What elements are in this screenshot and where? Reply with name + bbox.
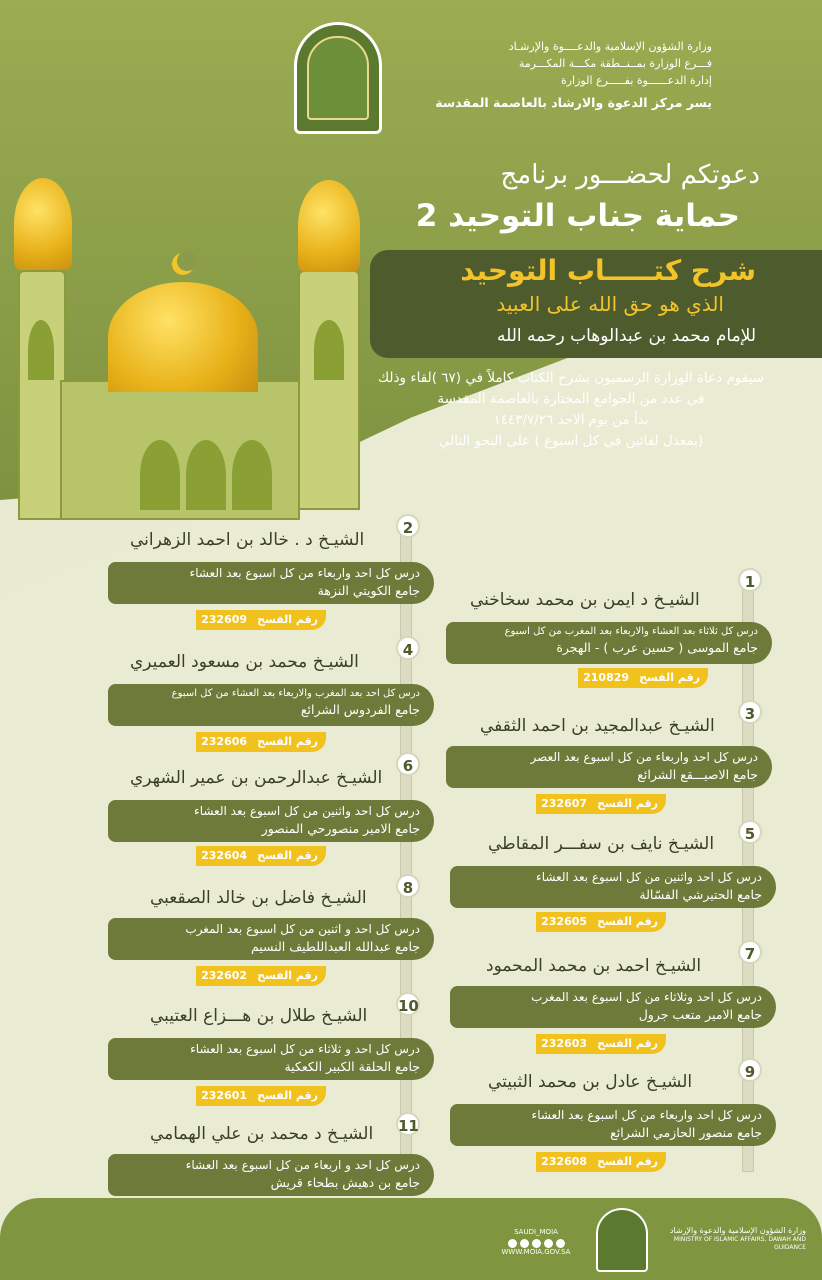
crescent-icon [168,250,198,284]
lesson-number: 10 [396,992,420,1016]
sheikh-name: الشيـخ د محمد بن علي الهمامي [150,1124,374,1144]
permit-number: 232605 [541,915,588,928]
permit-label: رقم الفسح [597,797,658,810]
timeline-left [400,528,412,1196]
lesson-schedule: درس كل احد بعد المغرب والاربعاء بعد العشاء من كل اسبوع [171,688,420,699]
footer-ministry-en: MINISTRY OF ISLAMIC AFFAIRS, DAWAH AND GUIDANCE [673,1236,806,1252]
lesson-mosque: جامع الحتيرشي الفسّالة [639,886,762,902]
permit-number: 232604 [201,849,248,862]
description-line-1: سيقوم دعاة الوزارة الرسميون بشرح الكتاب كاملاً في (٦٧ )لقاء وذلك [378,370,764,386]
ministry-logo [294,22,382,134]
permit-code-badge [196,732,326,752]
description-line-2: في عدد من الجوامع المختارة بالعاصمة المقدسة [437,390,705,407]
lesson-mosque: جامع عبدالله العبداللطيف النسيم [250,938,420,954]
permit-label: رقم الفسح [257,735,318,748]
program-title: حماية جناب التوحيد 2 [415,198,740,234]
lesson-schedule: درس كل احد واثنين من كل اسبوع بعد العشاء [194,804,420,818]
permit-code-badge [536,912,666,932]
lesson-mosque: جامع الموسى ( حسين عرب ) - الهجرة [556,640,758,655]
instagram-icon[interactable] [520,1239,529,1248]
permit-code-badge [196,610,326,630]
lesson-number: 9 [738,1058,762,1082]
permit-label: رقم الفسح [257,1089,318,1102]
book-author: للإمام محمد بن عبدالوهاب رحمه الله [497,326,756,346]
sheikh-name: الشيـخ طلال بن هـــزاع العتيبي [150,1006,368,1026]
lesson-number: 5 [738,820,762,844]
lesson-schedule: درس كل احد واربعاء من كل اسبوع بعد العشاء [189,566,420,580]
lesson-schedule: درس كل احد واثنين من كل اسبوع بعد العشاء [536,870,762,884]
sheikh-name: الشيـخ محمد بن مسعود العميري [130,652,359,672]
book-title: شرح كتـــــاب التوحيد [460,254,756,287]
lesson-card [450,1104,776,1146]
lesson-card [108,800,434,842]
header-line-4: يسر مركز الدعوة والارشاد بالعاصمة المقدسة [435,95,712,111]
lesson-card [450,866,776,908]
permit-label: رقم الفسح [597,1037,658,1050]
description-line-4: (بمعدل لقائين في كل اسبوع ) على النحو التالي [438,432,704,449]
book-subtitle: الذي هو حق الله على العبيد [496,292,724,316]
lesson-mosque: جامع منصور الحازمي الشرائع [610,1124,762,1140]
lesson-card [446,746,772,788]
lesson-number: 7 [738,940,762,964]
invite-text: دعوتكم لحضـــور برنامج [500,160,760,190]
permit-number: 232607 [541,797,588,810]
header-line-2: فـــرع الوزارة بمــنــطقة مكـــة المكـــرمة [518,57,712,71]
permit-code-badge [196,846,326,866]
permit-label: رقم الفسح [597,915,658,928]
footer-website[interactable]: WWW.MOIA.GOV.SA [501,1248,571,1256]
lesson-card [108,918,434,960]
lesson-card [450,986,776,1028]
lesson-number: 6 [396,752,420,776]
lesson-mosque: جامع الكويتي النزهة [317,582,420,598]
lesson-mosque: جامع الحلقة الكبير الكعكية [284,1058,420,1074]
lesson-card [108,684,434,726]
lesson-mosque: جامع بن دهيش بطحاء قريش [270,1174,420,1190]
footer-logo [596,1208,648,1272]
permit-number: 232608 [541,1155,588,1168]
sheikh-name: الشيـخ د . خالد بن احمد الزهراني [130,530,365,550]
footer-social [486,1228,586,1256]
lesson-card [108,562,434,604]
permit-number: 232606 [201,735,248,748]
permit-code-badge [536,1034,666,1054]
lesson-number: 3 [738,700,762,724]
snapchat-icon[interactable] [544,1239,553,1248]
lesson-mosque: جامع الامير متعب جرول [638,1006,762,1022]
lesson-schedule: درس كل احد و ثلاثاء من كل اسبوع بعد العشاء [190,1042,420,1056]
footer-handle[interactable]: SAUDI_MOIA [514,1228,558,1236]
permit-number: 232603 [541,1037,588,1050]
permit-number: 232602 [201,969,248,982]
permit-label: رقم الفسح [257,849,318,862]
header-line-3: إدارة الدعــــــوة بفـــــرع الوزارة [560,74,712,88]
permit-label: رقم الفسح [257,613,318,626]
lesson-schedule: درس كل احد وثلاثاء من كل اسبوع بعد المغرب [531,990,762,1004]
facebook-icon[interactable] [556,1239,565,1248]
permit-code-badge [578,668,708,688]
sheikh-name: الشيـخ فاضل بن خالد الصقعبي [150,888,367,908]
sheikh-name: الشيـخ عبدالمجيد بن احمد الثقفي [480,716,715,736]
permit-code-badge [196,1086,326,1106]
sheikh-name: الشيـخ عادل بن محمد الثبيتي [488,1072,693,1092]
sheikh-name: الشيـخ نايف بن سفـــر المقاطي [488,834,715,854]
lesson-number: 8 [396,874,420,898]
lesson-number: 1 [738,568,762,592]
sheikh-name: الشيـخ احمد بن محمد المحمود [486,956,702,976]
description-line-3: بدأ من يوم الاحد ١٤٤٣/٧/٢٦ [493,411,649,428]
lesson-card [446,622,772,664]
permit-code-badge [536,794,666,814]
footer-ministry-ar: وزارة الشؤون الإسلامية والدعوة والإرشاد [669,1226,806,1235]
lesson-mosque: جامع الامير منصورحي المنصور [261,820,420,836]
permit-label: رقم الفسح [639,671,700,684]
program-description [356,368,786,452]
permit-number: 232601 [201,1089,248,1102]
sheikh-name: الشيـخ عبدالرحمن بن عمير الشهري [130,768,383,788]
permit-code-badge [536,1152,666,1172]
lesson-number: 2 [396,514,420,538]
lesson-schedule: درس كل احد و اربعاء من كل اسبوع بعد العشاء [185,1158,420,1172]
permit-label: رقم الفسح [257,969,318,982]
permit-number: 232609 [201,613,248,626]
lesson-mosque: جامع الفردوس الشرائع [300,702,420,717]
lesson-schedule: درس كل احد واربعاء من كل اسبوع بعد العصر [530,750,758,764]
lesson-number: 4 [396,636,420,660]
header-line-1: وزارة الشؤون الإسلامية والدعــــوة والإرشـاد [508,40,712,53]
sheikh-name: الشيـخ د ايمن بن محمد سخاخني [470,590,700,610]
footer-ministry [656,1226,806,1252]
header-text [392,38,712,113]
lesson-card [108,1038,434,1080]
lesson-mosque: جامع الاصيـــقع الشرائع [637,766,758,782]
lesson-schedule: درس كل احد واربعاء من كل اسبوع بعد العشاء [531,1108,762,1122]
lesson-schedule: درس كل احد و اثنين من كل اسبوع بعد المغرب [185,922,420,936]
youtube-icon[interactable] [532,1239,541,1248]
permit-number: 210829 [583,671,630,684]
social-icons [486,1239,586,1248]
twitter-icon[interactable] [508,1239,517,1248]
lesson-card [108,1154,434,1196]
permit-label: رقم الفسح [597,1155,658,1168]
permit-code-badge [196,966,326,986]
lesson-schedule: درس كل ثلاثاء بعد العشاء والاربعاء بعد المغرب من كل اسبوع [504,626,758,637]
lesson-number: 11 [396,1112,420,1136]
